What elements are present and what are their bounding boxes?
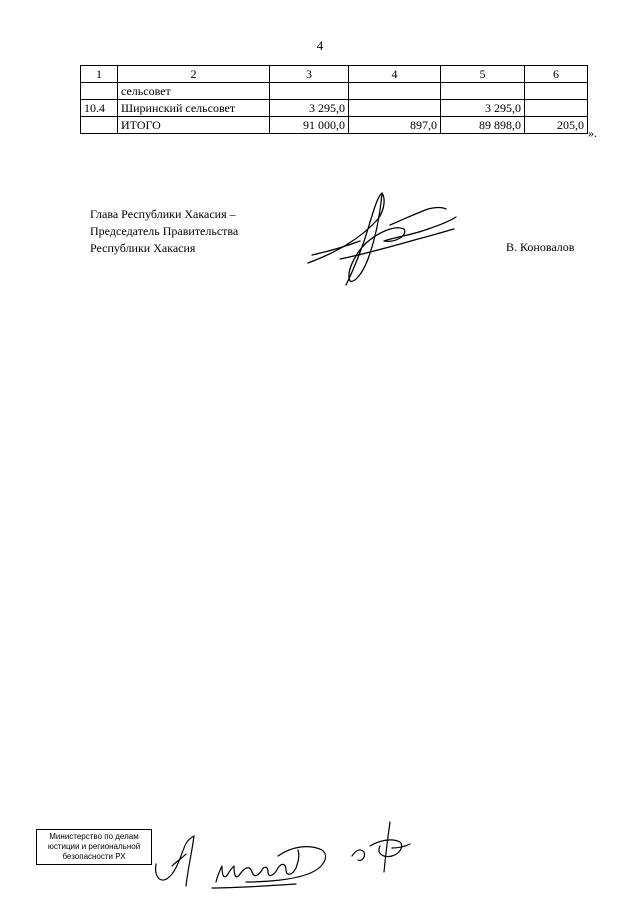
row-value-cell	[349, 100, 441, 117]
head-signature	[300, 185, 470, 295]
signatory-title-line: Глава Республики Хакасия –	[90, 207, 236, 221]
signer-name: В. Коновалов	[506, 240, 575, 254]
approval-signature-1	[150, 828, 212, 894]
header-cell-5: 5	[441, 66, 525, 83]
stamp-line: Министерство по делам	[49, 832, 139, 841]
signatory-title-line: Республики Хакасия	[90, 241, 196, 255]
row-value-cell: 897,0	[349, 117, 441, 134]
budget-table	[80, 65, 588, 134]
stamp-line: юстиции и региональной	[47, 842, 141, 851]
row-number-cell: 10.4	[81, 100, 118, 117]
signatory-block	[90, 206, 238, 257]
header-cell-2: 2	[118, 66, 270, 83]
signatory-title-line: Председатель Правительства	[90, 224, 239, 238]
page-number: 4	[316, 38, 324, 53]
table-row	[81, 100, 588, 117]
row-value-cell: 205,0	[525, 117, 588, 134]
row-value-cell: 3 295,0	[270, 100, 349, 117]
header-cell-4: 4	[349, 66, 441, 83]
row-name-cell: Ширинский сельсовет	[118, 100, 270, 117]
row-number-cell	[81, 117, 118, 134]
row-value-cell: 89 898,0	[441, 117, 525, 134]
header-cell-3: 3	[270, 66, 349, 83]
row-number-cell	[81, 83, 118, 100]
row-value-cell	[349, 83, 441, 100]
row-value-cell	[270, 83, 349, 100]
row-name-cell: ИТОГО	[118, 117, 270, 134]
row-value-cell: 91 000,0	[270, 117, 349, 134]
closing-quote: ».	[588, 126, 597, 140]
row-value-cell	[441, 83, 525, 100]
table-header-row	[81, 66, 588, 83]
row-name-cell: сельсовет	[118, 83, 270, 100]
approval-signature-3	[346, 816, 414, 878]
stamp-line: безопасности РХ	[62, 852, 126, 861]
ministry-stamp	[36, 829, 152, 865]
row-value-cell	[525, 83, 588, 100]
row-value-cell	[525, 100, 588, 117]
header-cell-1: 1	[81, 66, 118, 83]
header-cell-6: 6	[525, 66, 588, 83]
row-value-cell: 3 295,0	[441, 100, 525, 117]
table-total-row	[81, 117, 588, 134]
approval-signature-2	[206, 836, 332, 896]
table-row	[81, 83, 588, 100]
